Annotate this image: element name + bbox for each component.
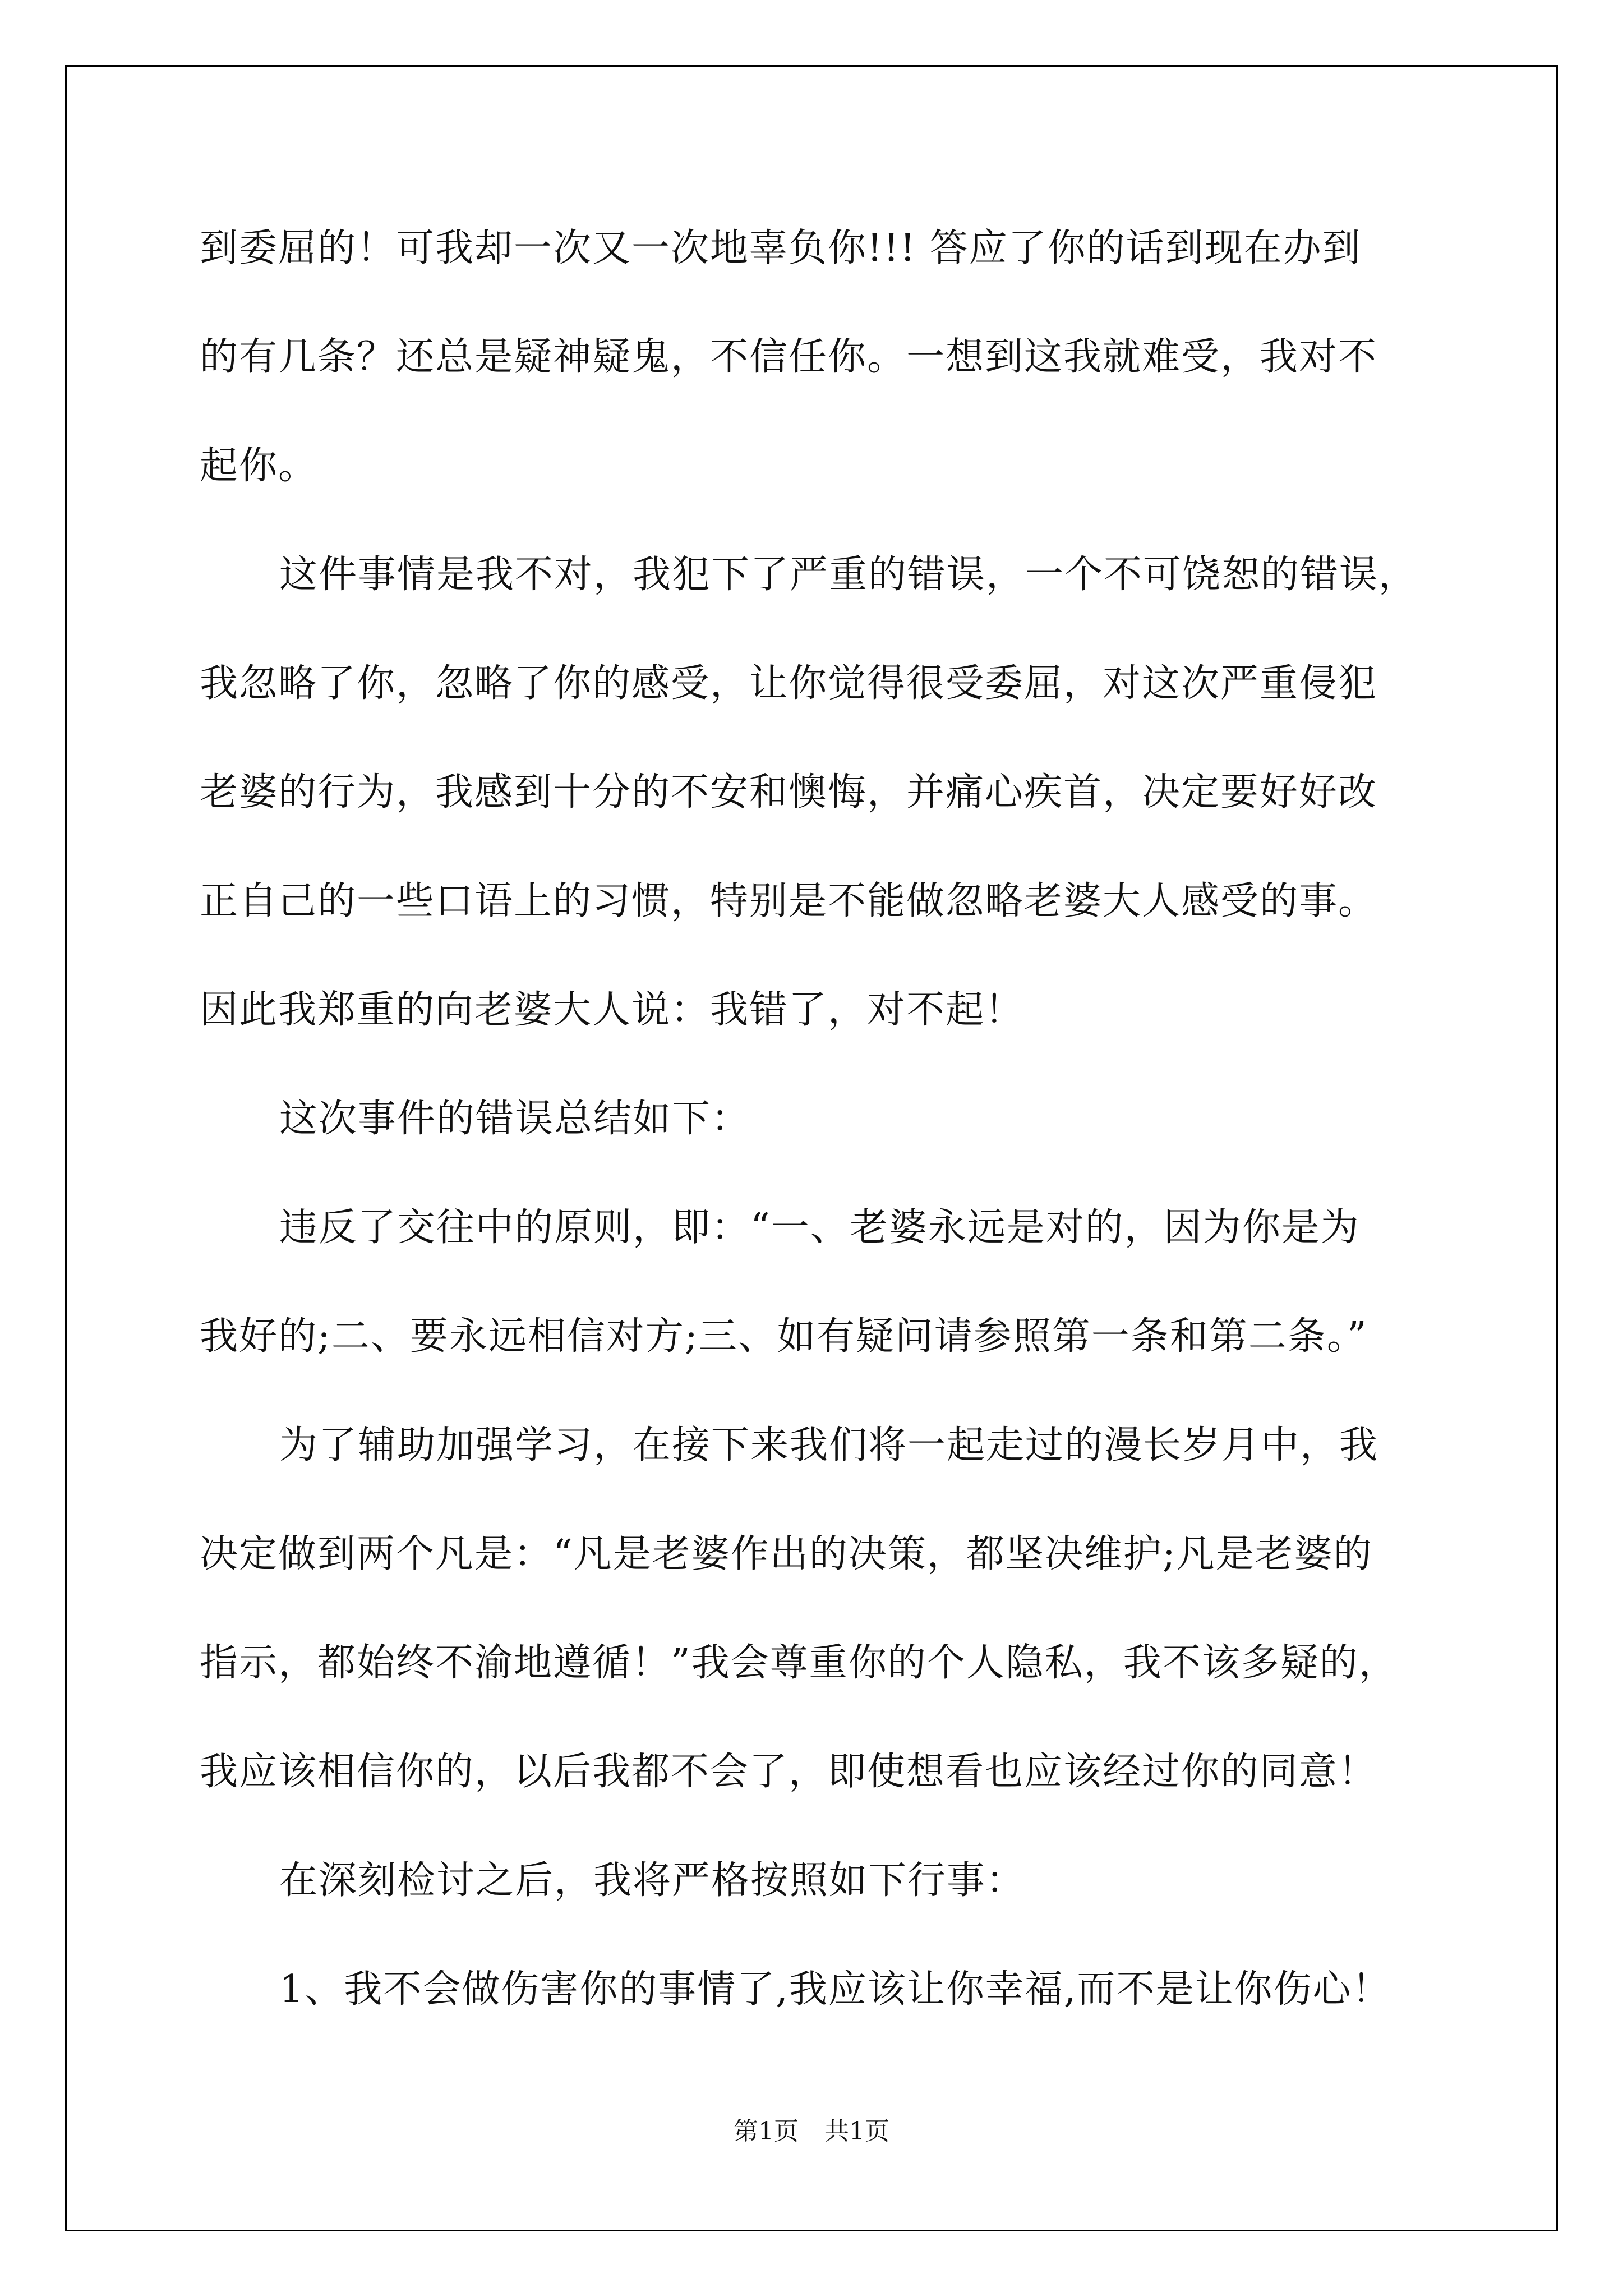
text-line: 的有几条？还总是疑神疑鬼，不信任你。一想到这我就难受，我对不 xyxy=(200,335,1378,379)
text-line: 我忽略了你，忽略了你的感受，让你觉得很受委屈，对这次严重侵犯 xyxy=(200,661,1378,706)
text-line: 指示，都始终不渝地遵循！”我会尊重你的个人隐私，我不该多疑的， xyxy=(200,1641,1398,1685)
text-line: 这次事件的错误总结如下： xyxy=(279,1097,751,1141)
page-footer xyxy=(0,2115,1623,2148)
text-line: 我应该相信你的，以后我都不会了，即使想看也应该经过你的同意！ xyxy=(200,1750,1378,1794)
text-line: 正自己的一些口语上的习惯，特别是不能做忽略老婆大人感受的事。 xyxy=(200,879,1378,923)
text-line: 在深刻检讨之后，我将严格按照如下行事： xyxy=(279,1858,1026,1903)
text-line: 老婆的行为，我感到十分的不安和懊悔，并痛心疾首，决定要好好改 xyxy=(200,770,1378,815)
page-number: 第1页 xyxy=(734,2117,799,2146)
text-line: 1、我不会做伤害你的事情了,我应该让你幸福,而不是让你伤心！ xyxy=(279,1967,1391,2012)
text-line: 我好的;二、要永远相信对方;三、如有疑问请参照第一条和第二条。” xyxy=(200,1314,1368,1359)
text-line: 为了辅助加强学习，在接下来我们将一起走过的漫长岁月中，我 xyxy=(279,1423,1379,1467)
page-total: 共1页 xyxy=(824,2117,889,2146)
page-border xyxy=(65,65,1558,2231)
text-line: 违反了交往中的原则，即：“一、老婆永远是对的，因为你是为 xyxy=(279,1205,1360,1250)
text-line: 这件事情是我不对，我犯下了严重的错误，一个不可饶恕的错误， xyxy=(279,553,1418,597)
text-line: 起你。 xyxy=(200,444,318,488)
text-line: 因此我郑重的向老婆大人说：我错了，对不起！ xyxy=(200,988,1025,1032)
text-line: 到委屈的！可我却一次又一次地辜负你!!! 答应了你的话到现在办到 xyxy=(200,226,1362,270)
text-line: 决定做到两个凡是：“凡是老婆作出的决策，都坚决维护;凡是老婆的 xyxy=(200,1532,1373,1576)
